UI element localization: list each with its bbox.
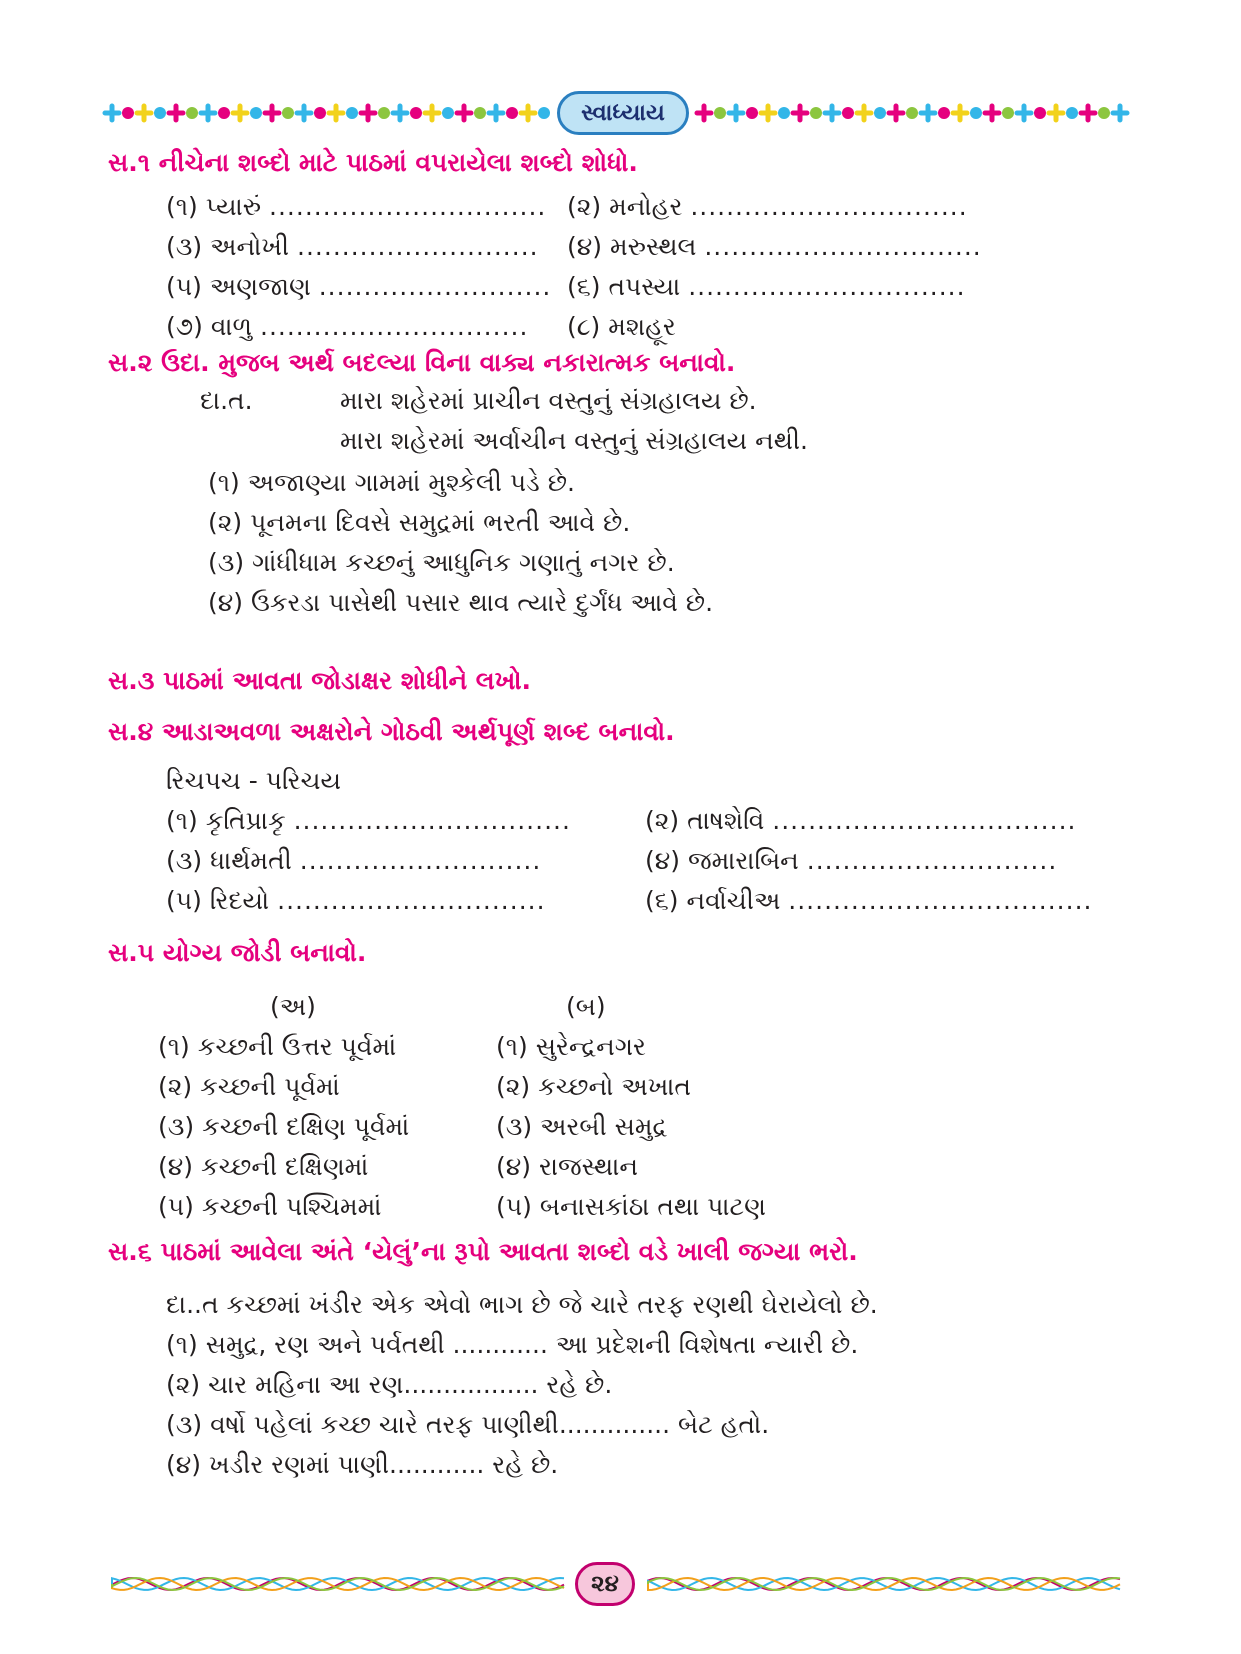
q4-item <box>166 806 571 836</box>
item-number: (૩) <box>166 232 203 261</box>
q2-item: (૧) અજાણ્યા ગામમાં મુશ્કેલી પડે છે. <box>208 468 575 497</box>
q4-heading: સ.૪ આડાઅવળા અક્ષરોને ગોઠવી અર્થપૂર્ણ શબ્દ બનાવો. <box>108 717 675 746</box>
item-word: અનોખી <box>210 232 290 261</box>
q6-item: (૪) ખડીર રણમાં પાણી............ રહે છે. <box>166 1450 559 1479</box>
border-dot-ornament <box>778 107 790 119</box>
border-cross-ornament <box>985 106 999 120</box>
q6-item: (૩) વર્ષો પહેલાં કચ્છ ચારે તરફ પાણીથી.............. બેટ હતો. <box>166 1410 770 1439</box>
answer-blank: ............................... <box>688 272 966 301</box>
border-cross-ornament <box>137 106 151 120</box>
q2-heading: સ.૨ ઉદા. મુજબ અર્થ બદલ્યા વિના વાક્ય નકારાત્મક બનાવો. <box>108 348 736 377</box>
q2-example-line1: મારા શહેરમાં પ્રાચીન વસ્તુનું સંગ્રહાલય છે. <box>340 386 757 415</box>
border-cross-ornament <box>1017 106 1031 120</box>
border-cross-ornament <box>169 106 183 120</box>
border-cross-ornament <box>825 106 839 120</box>
q5-column-a-item: (૩) કચ્છની દક્ષિણ પૂર્વમાં <box>158 1112 410 1141</box>
q6-item: (૧) સમુદ્ર, રણ અને પર્વતથી ............ આ પ્રદેશની વિશેષતા ન્યારી છે. <box>166 1330 859 1359</box>
border-cross-ornament <box>489 106 503 120</box>
item-word: ધાર્થમતી <box>210 846 292 875</box>
q5-column-a-item: (૧) કચ્છની ઉત્તર પૂર્વમાં <box>158 1032 397 1061</box>
border-cross-ornament <box>361 106 375 120</box>
q1-item <box>166 272 551 302</box>
border-dot-ornament <box>1066 107 1078 119</box>
border-dot-ornament <box>282 107 294 119</box>
q1-item <box>166 232 539 262</box>
border-cross-ornament <box>921 106 935 120</box>
border-cross-ornament <box>265 106 279 120</box>
border-dot-ornament <box>346 107 358 119</box>
q5-column-b-item: (૫) બનાસકાંઠા તથા પાટણ <box>496 1192 766 1221</box>
border-dot-ornament <box>1034 107 1046 119</box>
border-cross-ornament <box>953 106 967 120</box>
q4-item <box>645 886 1092 916</box>
border-cross-ornament <box>889 106 903 120</box>
border-cross-ornament <box>793 106 807 120</box>
border-dot-ornament <box>314 107 326 119</box>
border-dot-ornament <box>1098 107 1110 119</box>
item-number: (૫) <box>166 886 202 915</box>
border-cross-ornament <box>729 106 743 120</box>
q6-item: (૨) ચાર મહિના આ રણ................. રહે છે. <box>166 1370 613 1399</box>
q1-item <box>567 192 968 222</box>
answer-blank: ............................... <box>704 232 982 261</box>
border-cross-ornament <box>201 106 215 120</box>
border-cross-ornament <box>697 106 711 120</box>
item-word: અણજાણ <box>209 272 311 301</box>
item-number: (૪) <box>645 846 681 875</box>
q6-heading: સ.૬ પાઠમાં આવેલા અંતે ‘યેલું’ના રૂપો આવતા શબ્દો વડે ખાલી જગ્યા ભરો. <box>108 1237 858 1266</box>
item-number: (૫) <box>166 272 202 301</box>
q5-column-b-item: (૪) રાજસ્થાન <box>496 1152 638 1181</box>
q5-column-b-item: (૨) કચ્છનો અખાત <box>496 1072 691 1101</box>
border-cross-ornament <box>105 106 119 120</box>
answer-blank: ............................... <box>293 806 571 835</box>
q1-heading: સ.૧ નીચેના શબ્દો માટે પાઠમાં વપરાયેલા શબ્દો શોધો. <box>108 148 638 177</box>
border-dot-ornament <box>410 107 422 119</box>
q4-item <box>166 846 541 876</box>
q2-item: (૪) ઉકરડા પાસેથી પસાર થાવ ત્યારે દુર્ગંધ આવે છે. <box>208 588 714 617</box>
q2-example-line2: મારા શહેરમાં અર્વાચીન વસ્તુનું સંગ્રહાલય નથી. <box>340 426 808 455</box>
q5-column-b-label: (બ) <box>566 992 606 1021</box>
item-word: પ્યારું <box>205 192 262 221</box>
q5-column-a-item: (૨) કચ્છની પૂર્વમાં <box>158 1072 340 1101</box>
answer-blank: .............................. <box>277 886 546 915</box>
page-number: ૨૪ <box>575 1562 635 1606</box>
item-word: મશહૂર <box>608 312 676 341</box>
border-cross-ornament <box>425 106 439 120</box>
border-cross-ornament <box>1049 106 1063 120</box>
border-cross-ornament <box>521 106 535 120</box>
border-cross-ornament <box>393 106 407 120</box>
answer-blank: ............................ <box>806 846 1058 875</box>
border-cross-ornament <box>761 106 775 120</box>
item-word: તાષશેવિ <box>687 806 765 835</box>
border-dot-ornament <box>970 107 982 119</box>
border-dot-ornament <box>378 107 390 119</box>
border-dot-ornament <box>154 107 166 119</box>
border-cross-ornament <box>1081 106 1095 120</box>
answer-blank: .......................... <box>318 272 552 301</box>
border-cross-ornament <box>329 106 343 120</box>
q4-item <box>645 846 1057 876</box>
q5-column-a-item: (૪) કચ્છની દક્ષિણમાં <box>158 1152 369 1181</box>
answer-blank: ............................... <box>269 192 547 221</box>
q1-item <box>567 232 982 262</box>
border-cross-ornament <box>297 106 311 120</box>
q4-item <box>645 806 1076 836</box>
border-dot-ornament <box>714 107 726 119</box>
item-number: (૧) <box>166 192 198 221</box>
item-word: નર્વાચીઅ <box>686 886 781 915</box>
border-cross-ornament <box>233 106 247 120</box>
q1-item <box>166 192 546 222</box>
q5-heading: સ.૫ યોગ્ય જોડી બનાવો. <box>108 938 367 967</box>
q5-column-b-item: (૧) સુરેન્દ્રનગર <box>496 1032 646 1061</box>
item-number: (૬) <box>567 272 601 301</box>
item-number: (૭) <box>166 312 203 341</box>
q2-item: (૩) ગાંધીધામ કચ્છનું આધુનિક ગણાતું નગર છે. <box>208 548 675 577</box>
item-number: (૮) <box>567 312 601 341</box>
q5-column-a-label: (અ) <box>270 992 316 1021</box>
item-word: રિદયો <box>209 886 270 915</box>
border-dot-ornament <box>474 107 486 119</box>
border-dot-ornament <box>538 107 550 119</box>
q5-column-b-item: (૩) અરબી સમુદ્ર <box>496 1112 668 1141</box>
item-word: વાળુ <box>210 312 253 341</box>
item-number: (૪) <box>567 232 603 261</box>
item-number: (૩) <box>166 846 203 875</box>
border-dot-ornament <box>746 107 758 119</box>
q5-column-a-item: (૫) કચ્છની પશ્ચિમમાં <box>158 1192 382 1221</box>
border-dot-ornament <box>842 107 854 119</box>
border-dot-ornament <box>906 107 918 119</box>
border-cross-ornament <box>457 106 471 120</box>
border-cross-ornament <box>857 106 871 120</box>
border-dot-ornament <box>218 107 230 119</box>
q1-item <box>166 312 528 342</box>
answer-blank: .............................. <box>260 312 529 341</box>
border-dot-ornament <box>938 107 950 119</box>
border-dot-ornament <box>506 107 518 119</box>
border-dot-ornament <box>810 107 822 119</box>
border-dot-ornament <box>874 107 886 119</box>
item-word: મનોહર <box>609 192 683 221</box>
border-dot-ornament <box>442 107 454 119</box>
answer-blank: .................................. <box>772 806 1077 835</box>
border-dot-ornament <box>122 107 134 119</box>
item-number: (૨) <box>645 806 680 835</box>
border-cross-ornament <box>1113 106 1127 120</box>
q2-example-label: દા.ત. <box>200 386 253 415</box>
border-dot-ornament <box>250 107 262 119</box>
answer-blank: ............................... <box>690 192 968 221</box>
border-dot-ornament <box>1002 107 1014 119</box>
q4-example: રિચપચ - પરિચય <box>166 766 341 795</box>
answer-blank: .................................. <box>788 886 1093 915</box>
item-number: (૧) <box>166 806 198 835</box>
item-number: (૬) <box>645 886 679 915</box>
q4-item <box>166 886 546 916</box>
item-number: (૨) <box>567 192 602 221</box>
item-word: કૃતિપ્રાકૃ <box>205 806 286 835</box>
q6-example: દા..ત કચ્છમાં ખંડીર એક એવો ભાગ છે જે ચારે તરફ રણથી ઘેરાયેલો છે. <box>166 1290 878 1319</box>
item-word: જમારાબિન <box>687 846 799 875</box>
answer-blank: ........................... <box>299 846 542 875</box>
q1-item <box>567 272 966 302</box>
item-word: મરુસ્થલ <box>609 232 697 261</box>
border-dot-ornament <box>186 107 198 119</box>
q1-item <box>567 312 676 342</box>
q2-item: (૨) પૂનમના દિવસે સમુદ્રમાં ભરતી આવે છે. <box>208 508 631 537</box>
item-word: તપસ્યા <box>608 272 681 301</box>
page-title: સ્વાધ્યાય <box>557 91 689 135</box>
answer-blank: ........................... <box>297 232 539 261</box>
q3-heading: સ.૩ પાઠમાં આવતા જોડાક્ષર શોધીને લખો. <box>108 666 531 695</box>
